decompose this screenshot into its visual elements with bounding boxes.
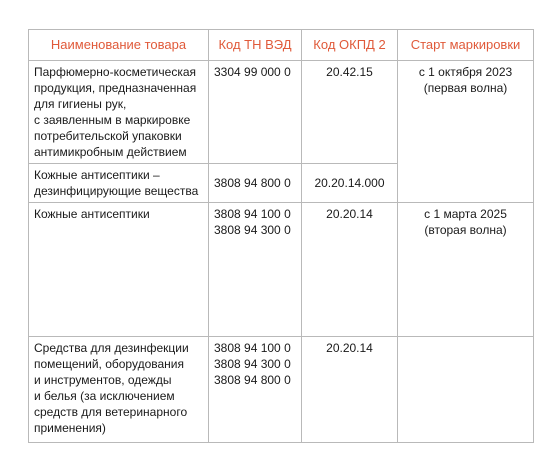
- marking-start-cell-empty: [398, 337, 534, 443]
- tn-ved-code: 3808 94 100 0: [214, 207, 291, 221]
- product-name-line: дезинфицирующие вещества: [34, 184, 199, 198]
- okpd2-code: 20.20.14.000: [314, 176, 385, 190]
- tn-ved-code-cell: [209, 61, 302, 164]
- product-name-line: Кожные антисептики: [34, 207, 150, 221]
- tn-ved-code-cell: [209, 164, 302, 203]
- okpd2-code-cell: [302, 164, 398, 203]
- table-row: [29, 337, 534, 443]
- product-name-line: с заявленным в маркировке: [34, 113, 191, 127]
- product-name-cell: [29, 337, 209, 443]
- marking-start-cell-wave2: [398, 203, 534, 337]
- product-name-line: антимикробным действием: [34, 145, 187, 159]
- product-name-line: Средства для дезинфекции: [34, 341, 189, 355]
- okpd2-code-cell: [302, 337, 398, 443]
- product-name-line: Парфюмерно-косметическая: [34, 65, 196, 79]
- product-name-line: потребительской упаковки: [34, 129, 182, 143]
- header-product-name: Наименование товара: [29, 30, 209, 61]
- product-name-line: помещений, оборудования: [34, 357, 184, 371]
- product-name-line: Кожные антисептики –: [34, 168, 160, 182]
- product-name-line: для гигиены рук,: [34, 97, 127, 111]
- tn-ved-code-cell: [209, 337, 302, 443]
- tn-ved-code: 3808 94 800 0: [214, 176, 291, 190]
- header-marking-start: Старт маркировки: [398, 30, 534, 61]
- okpd2-code-cell: [302, 203, 398, 337]
- start-wave: (первая волна): [423, 81, 508, 95]
- marking-start-cell-wave1: [398, 61, 534, 203]
- tn-ved-code: 3304 99 000 0: [214, 65, 291, 79]
- table-row: [29, 61, 534, 164]
- product-name-cell: [29, 203, 209, 337]
- tn-ved-code-cell: [209, 203, 302, 337]
- header-okpd2-code: Код ОКПД 2: [302, 30, 398, 61]
- tn-ved-code: 3808 94 300 0: [214, 223, 291, 237]
- table-row: [29, 203, 534, 337]
- start-date: с 1 марта 2025: [424, 207, 507, 221]
- tn-ved-code: 3808 94 300 0: [214, 357, 291, 371]
- header-tn-ved-code: Код ТН ВЭД: [209, 30, 302, 61]
- tn-ved-code: 3808 94 800 0: [214, 373, 291, 387]
- okpd2-code-cell: [302, 61, 398, 164]
- product-name-line: и белья (за исключением: [34, 389, 175, 403]
- marking-table: [28, 29, 534, 443]
- start-wave: (вторая волна): [424, 223, 507, 237]
- product-name-line: продукция, предназначенная: [34, 81, 197, 95]
- product-name-line: применения): [34, 421, 106, 435]
- header-row: [29, 30, 534, 61]
- okpd2-code: 20.42.15: [326, 65, 373, 79]
- okpd2-code: 20.20.14: [326, 207, 373, 221]
- start-date: с 1 октября 2023: [418, 65, 513, 79]
- product-name-cell: [29, 61, 209, 164]
- tn-ved-code: 3808 94 100 0: [214, 341, 291, 355]
- product-name-line: и инструментов, одежды: [34, 373, 172, 387]
- product-name-line: средств для ветеринарного: [34, 405, 188, 419]
- okpd2-code: 20.20.14: [326, 341, 373, 355]
- product-name-cell: [29, 164, 209, 203]
